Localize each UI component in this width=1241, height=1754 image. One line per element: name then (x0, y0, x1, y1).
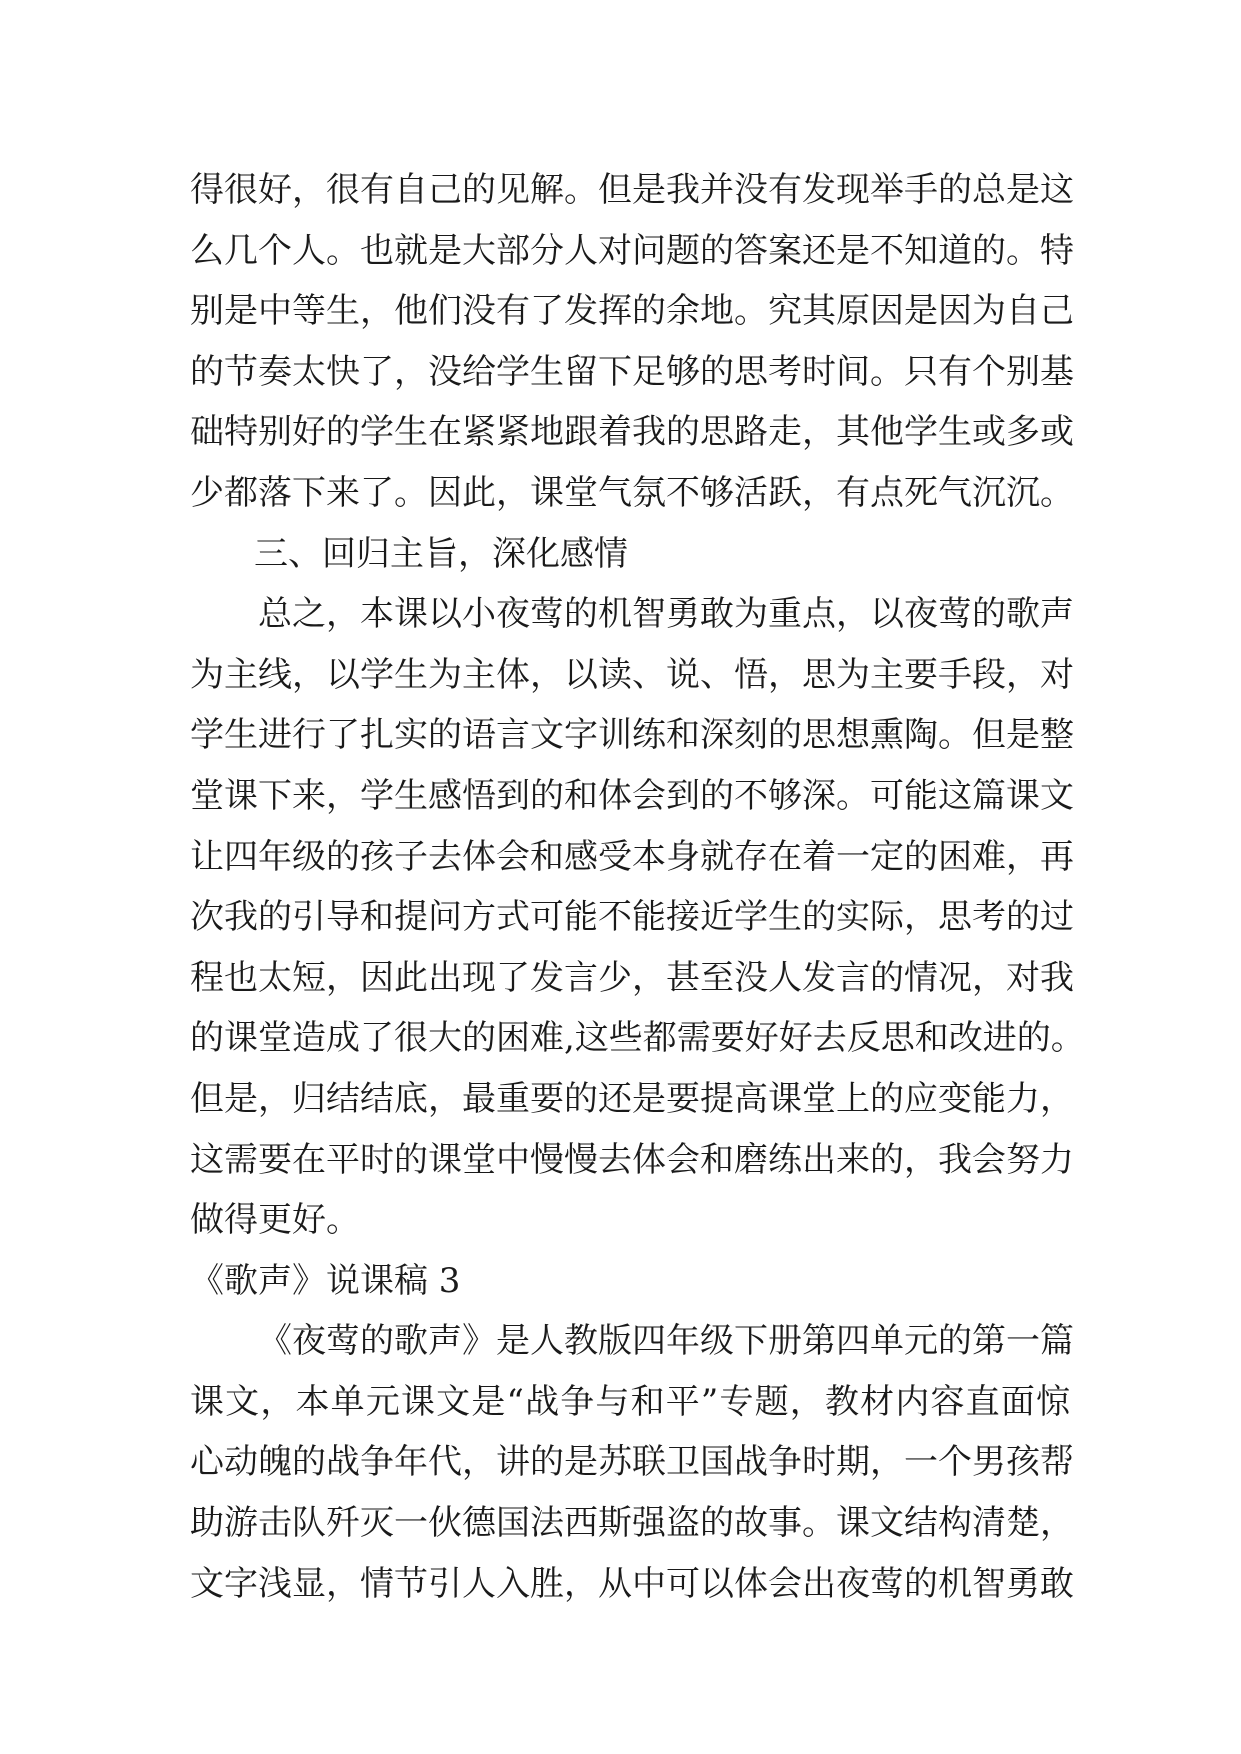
paragraph-line: 但是，归结结底，最重要的还是要提高课堂上的应变能力， (190, 1078, 1074, 1119)
paragraph-line: 总之，本课以小夜莺的机智勇敢为重点，以夜莺的歌声 (258, 594, 1074, 635)
paragraph-line: 心动魄的战争年代，讲的是苏联卫国战争时期，一个男孩帮 (190, 1442, 1074, 1483)
document-body (190, 160, 1085, 1614)
paragraph-line: 次我的引导和提问方式可能不能接近学生的实际，思考的过 (190, 897, 1074, 938)
paragraph-line: 课文，本单元课文是“战争与和平”专题，教材内容直面惊 (190, 1381, 1070, 1422)
paragraph-line: 程也太短，因此出现了发言少，甚至没人发言的情况，对我 (190, 957, 1074, 998)
paragraph-line: 这需要在平时的课堂中慢慢去体会和磨练出来的，我会努力 (190, 1139, 1074, 1180)
paragraph-line: 得很好，很有自己的见解。但是我并没有发现举手的总是这 (190, 170, 1074, 210)
paragraph-line: 础特别好的学生在紧紧地跟着我的思路走，其他学生或多或 (190, 412, 1074, 453)
document-section-title: 《歌声》说课稿 3 (190, 1260, 461, 1301)
paragraph-line: 文字浅显，情节引人入胜，从中可以体会出夜莺的机智勇敢 (190, 1563, 1074, 1604)
paragraph-line: 做得更好。 (190, 1200, 360, 1241)
paragraph-line: 么几个人。也就是大部分人对问题的答案还是不知道的。特 (190, 230, 1074, 271)
paragraph-line: 的课堂造成了很大的困难,这些都需要好好去反思和改进的。 (190, 1018, 1085, 1059)
paragraph-line: 助游击队歼灭一伙德国法西斯强盗的故事。课文结构清楚， (190, 1503, 1074, 1544)
paragraph-line: 为主线，以学生为主体，以读、说、悟，思为主要手段，对 (190, 654, 1074, 695)
section-heading: 三、回归主旨，深化感情 (254, 533, 628, 574)
paragraph-line: 少都落下来了。因此，课堂气氛不够活跃，有点死气沉沉。 (190, 472, 1074, 513)
paragraph-line: 学生进行了扎实的语言文字训练和深刻的思想熏陶。但是整 (190, 715, 1074, 756)
paragraph-line: 让四年级的孩子去体会和感受本身就存在着一定的困难，再 (190, 836, 1074, 877)
paragraph-line: 的节奏太快了，没给学生留下足够的思考时间。只有个别基 (190, 351, 1074, 392)
paragraph-line: 别是中等生，他们没有了发挥的余地。究其原因是因为自己 (190, 291, 1074, 332)
paragraph-line: 堂课下来，学生感悟到的和体会到的不够深。可能这篇课文 (190, 775, 1074, 816)
paragraph-line: 《夜莺的歌声》是人教版四年级下册第四单元的第一篇 (258, 1321, 1074, 1362)
